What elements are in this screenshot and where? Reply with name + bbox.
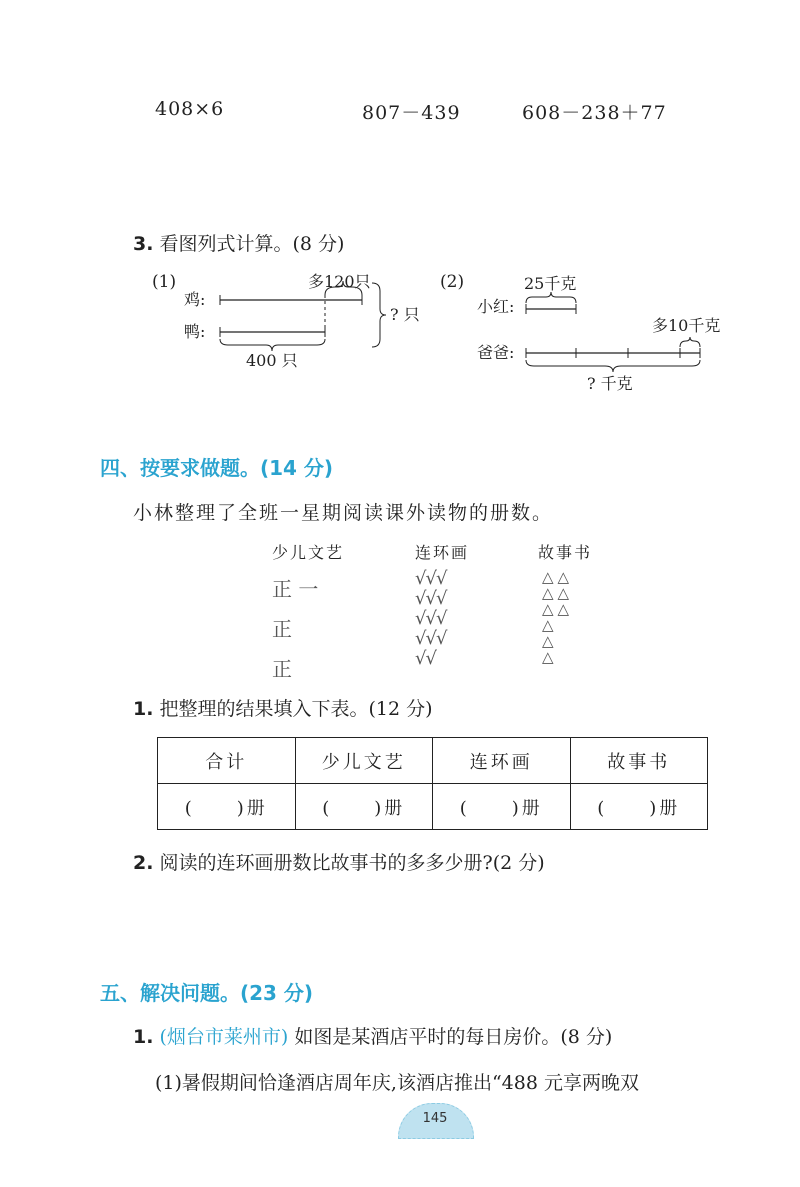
- tally-marks: [272, 569, 362, 689]
- category-name: 少儿文艺: [272, 543, 345, 562]
- question-number: 1.: [133, 698, 154, 720]
- question-text: 把整理的结果填入下表。(12 分): [159, 698, 433, 720]
- total-brace: [372, 283, 386, 347]
- tally-row: 正: [272, 657, 292, 681]
- calc-expression-2: 807－439: [362, 102, 461, 124]
- section-4-question-1: [133, 694, 433, 721]
- answer-cell-stories[interactable]: ( )册: [570, 784, 708, 830]
- question-number: 1.: [133, 1026, 154, 1048]
- tally-row: 正: [272, 617, 292, 641]
- question-text: 阅读的连环画册数比故事书的多多少册?(2 分): [159, 852, 545, 874]
- section-5-title: 五、解决问题。(23 分): [100, 981, 314, 1005]
- category-name: 故事书: [538, 543, 593, 562]
- chicken-label: 鸡:: [184, 290, 206, 309]
- calc-expression-3: 608－238＋77: [522, 102, 667, 124]
- dad-total-brace: [526, 360, 700, 372]
- duck-label: 鸭:: [184, 322, 206, 341]
- tally-row: △△: [542, 584, 574, 602]
- dad-label: 爸爸:: [477, 343, 515, 362]
- results-table: [157, 737, 708, 830]
- table-header-cell: 少儿文艺: [295, 738, 433, 784]
- table-header-cell: 连环画: [433, 738, 571, 784]
- tally-column-stories: [538, 540, 628, 665]
- question-number: 2.: [133, 852, 154, 874]
- answer-cell-literature[interactable]: ( )册: [295, 784, 433, 830]
- duck-count-label: 400 只: [246, 351, 298, 370]
- tally-row: √√√: [415, 608, 447, 629]
- dad-more-brace: [680, 337, 700, 347]
- tally-row: △△: [542, 600, 574, 618]
- answer-cell-comics[interactable]: ( )册: [433, 784, 571, 830]
- question-source: (烟台市莱州市): [159, 1026, 289, 1048]
- tally-column-literature: [272, 540, 362, 689]
- tally-row: √√√: [415, 628, 447, 649]
- dad-more-label: 多10千克: [652, 316, 721, 335]
- table-header-cell: 故事书: [570, 738, 708, 784]
- tally-row: △: [542, 632, 558, 650]
- question-text: 看图列式计算。(8 分): [159, 233, 345, 255]
- tally-row: △: [542, 616, 558, 634]
- section-4-title: 四、按要求做题。(14 分): [100, 456, 334, 480]
- answer-cell-total[interactable]: ( )册: [158, 784, 296, 830]
- page-number: 145: [422, 1111, 448, 1126]
- table-row: [158, 784, 708, 830]
- line-diagram-chicken-duck: [140, 265, 460, 375]
- tally-marks: [538, 569, 628, 665]
- dad-total-label: ? 千克: [587, 374, 633, 393]
- section-4-question-2: [133, 848, 545, 875]
- table-header-row: [158, 738, 708, 784]
- xiaohong-weight-label: 25千克: [524, 274, 577, 293]
- section-4-intro: 小林整理了全班一星期阅读课外读物的册数。: [133, 502, 554, 524]
- total-label: ? 只: [390, 305, 420, 324]
- section-5-question-1: [133, 1022, 612, 1049]
- tally-column-comics: [415, 540, 505, 669]
- tally-row: △△: [542, 568, 574, 586]
- diagram-label: (1): [152, 272, 177, 292]
- tally-row: √√√: [415, 588, 447, 609]
- question-number: 3.: [133, 233, 154, 255]
- line-diagram-weight: [432, 265, 742, 395]
- duck-brace: [220, 339, 325, 351]
- xiaohong-brace: [526, 292, 576, 303]
- tally-row: √√: [415, 648, 436, 669]
- question-3: [133, 229, 344, 256]
- question-text: 如图是某酒店平时的每日房价。(8 分): [294, 1026, 613, 1048]
- table-header-cell: 合计: [158, 738, 296, 784]
- xiaohong-label: 小红:: [477, 297, 515, 316]
- calc-expression-1: 408×6: [155, 98, 225, 120]
- diagram-label: (2): [440, 272, 465, 292]
- tally-row: △: [542, 648, 558, 666]
- tally-row: 正 一: [272, 577, 319, 601]
- tally-marks: [415, 569, 505, 669]
- category-name: 连环画: [415, 543, 470, 562]
- more-label: 多120只: [308, 272, 371, 291]
- section-5-subquestion-1: (1)暑假期间恰逢酒店周年庆,该酒店推出“488 元享两晚双: [155, 1072, 639, 1094]
- tally-row: √√√: [415, 568, 447, 589]
